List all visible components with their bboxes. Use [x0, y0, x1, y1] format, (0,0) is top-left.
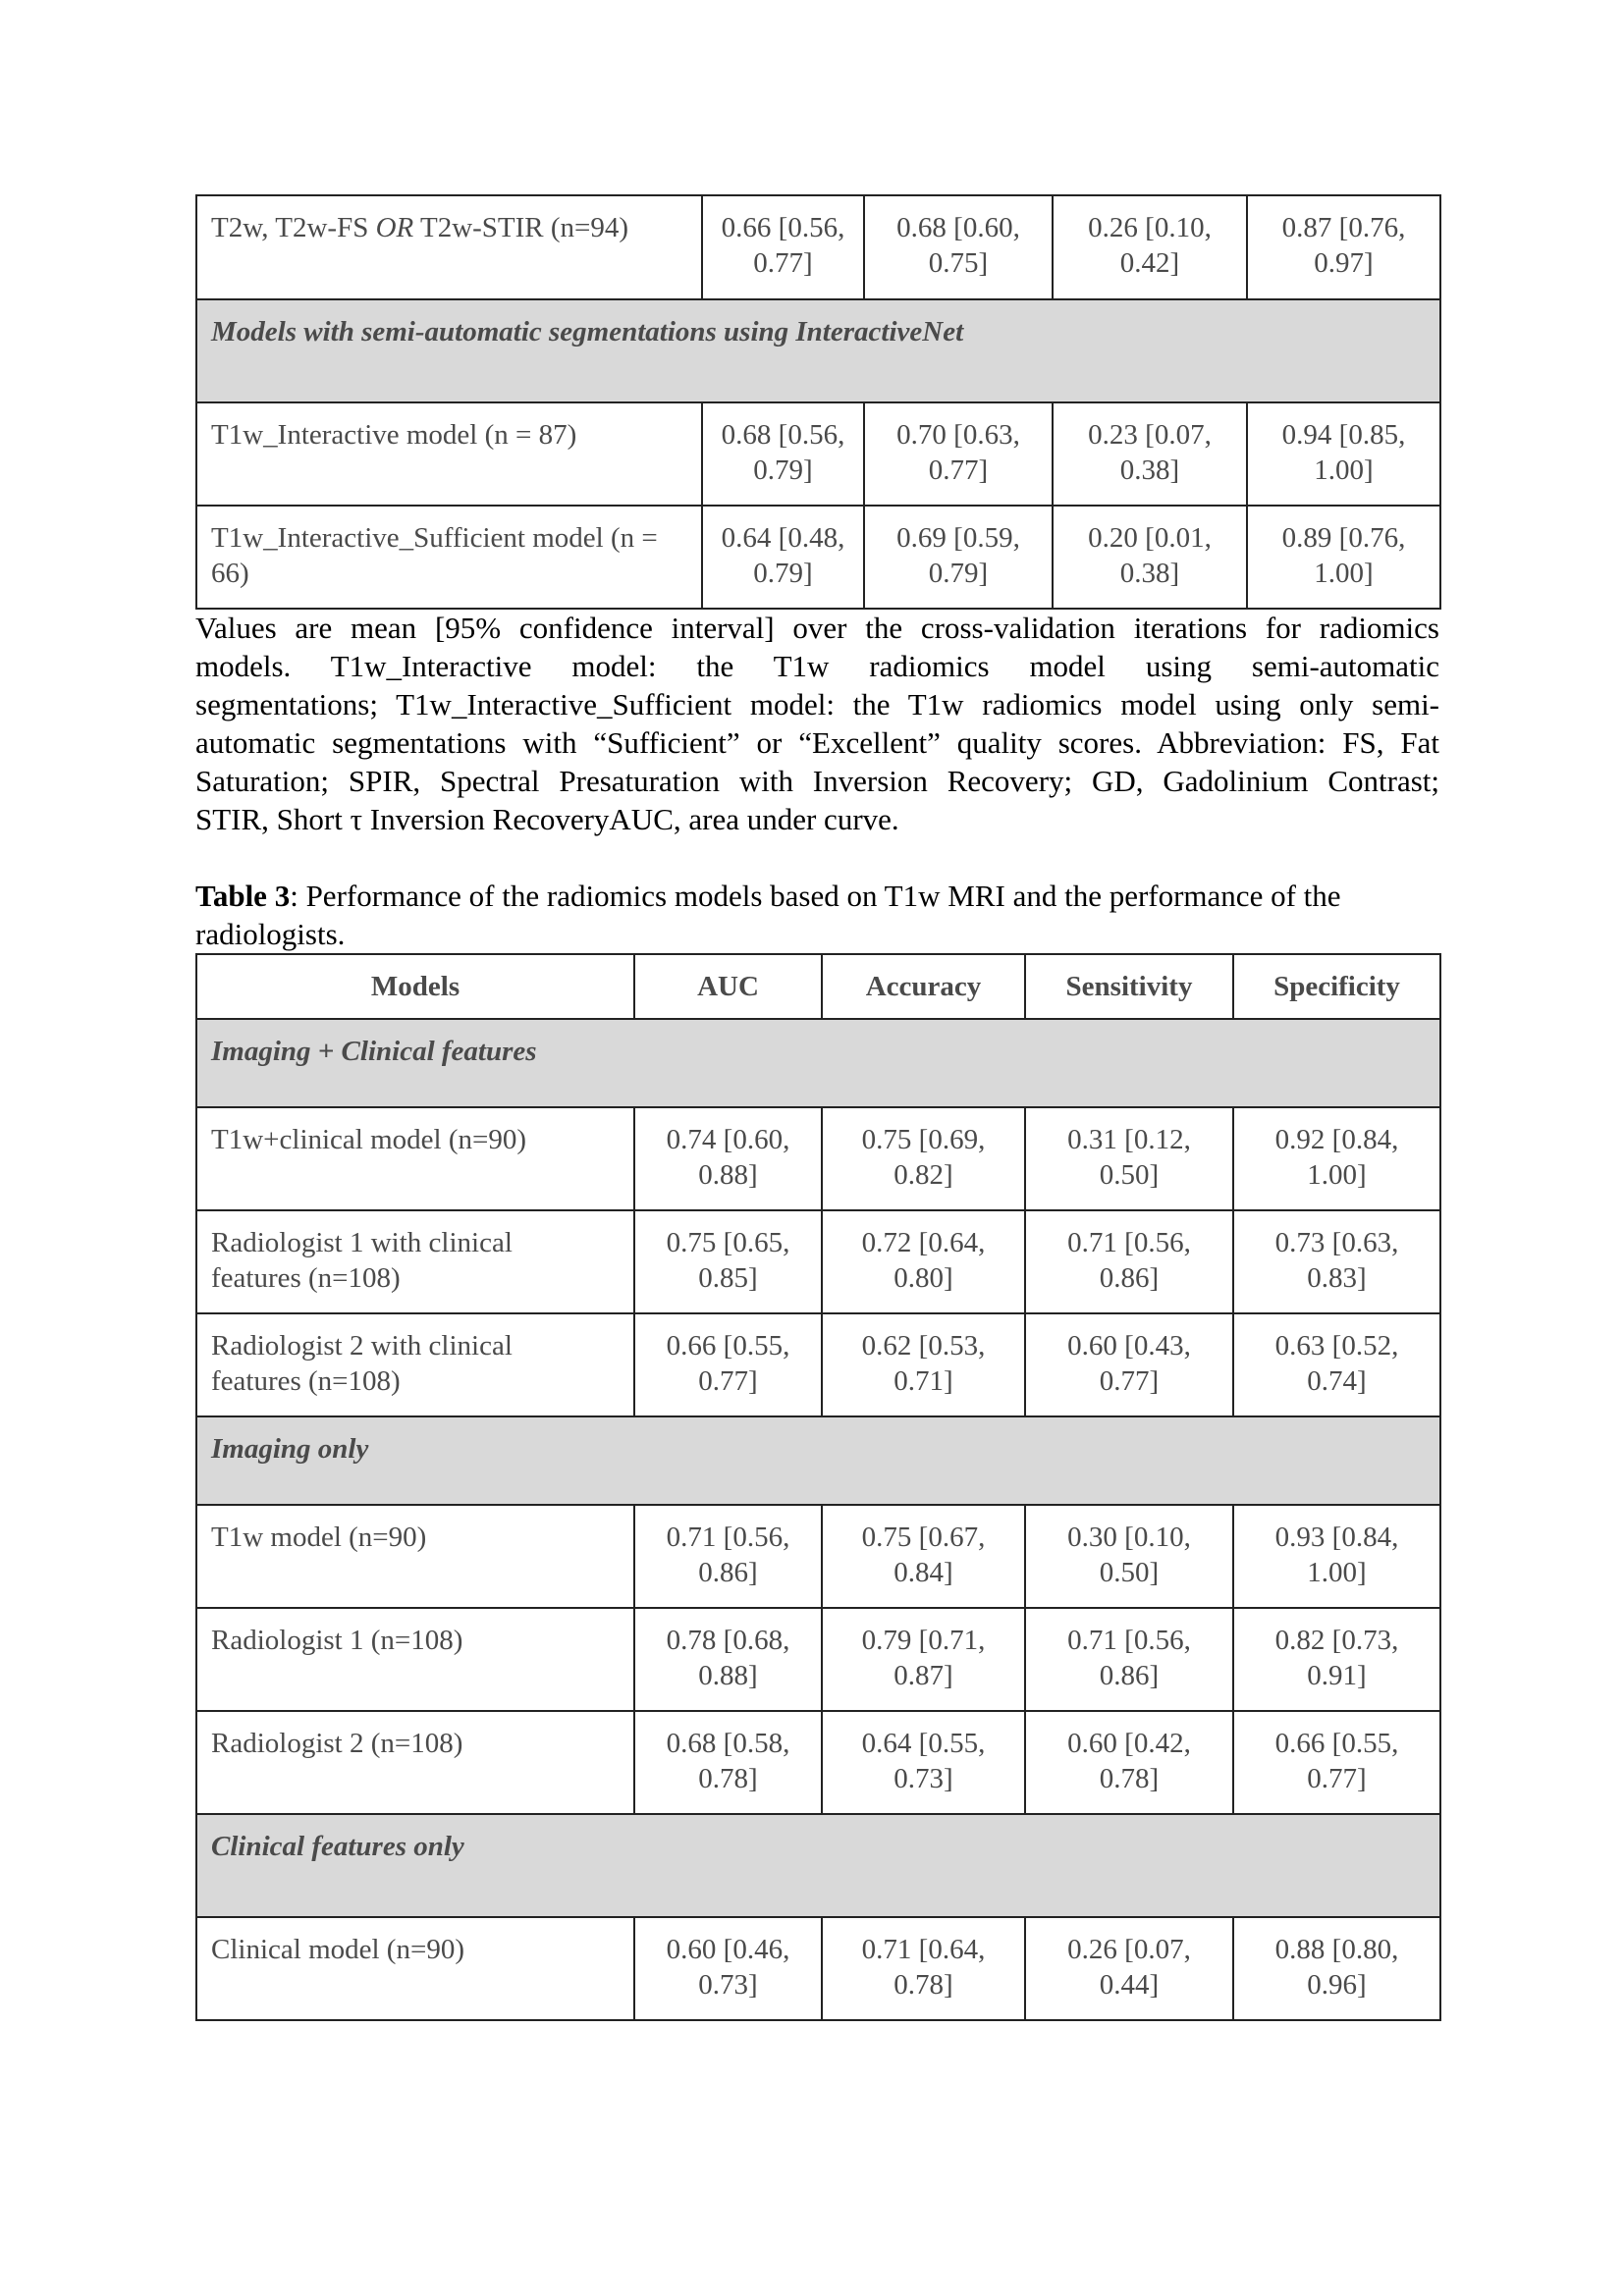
accuracy-cell: 0.68 [0.60, 0.75] [864, 195, 1053, 299]
row-label: T1w_Interactive_Sufficient model (n = 66) [196, 506, 702, 609]
table-row [196, 1107, 1440, 1210]
footnote-line: models. T1w_Interactive model: the T1w radiomics model using semi-automatic [195, 649, 1439, 683]
table-row [196, 1711, 1440, 1814]
table2-footnote [195, 609, 1439, 838]
row-label: Clinical model (n=90) [196, 1917, 634, 2020]
specificity-cell: 0.63 [0.52, 0.74] [1233, 1313, 1440, 1416]
specificity-cell: 0.93 [0.84, 1.00] [1233, 1505, 1440, 1608]
accuracy-cell: 0.72 [0.64, 0.80] [822, 1210, 1025, 1313]
sensitivity-cell: 0.20 [0.01, 0.38] [1053, 506, 1247, 609]
auc-cell: 0.74 [0.60, 0.88] [634, 1107, 822, 1210]
header-models: Models [196, 954, 634, 1019]
table3 [195, 953, 1441, 2021]
specificity-cell: 0.94 [0.85, 1.00] [1247, 402, 1440, 506]
row-label: T1w model (n=90) [196, 1505, 634, 1608]
table-row [196, 1917, 1440, 2020]
section-label: Clinical features only [196, 1814, 1440, 1917]
specificity-cell: 0.87 [0.76, 0.97] [1247, 195, 1440, 299]
specificity-cell: 0.92 [0.84, 1.00] [1233, 1107, 1440, 1210]
accuracy-cell: 0.69 [0.59, 0.79] [864, 506, 1053, 609]
accuracy-cell: 0.71 [0.64, 0.78] [822, 1917, 1025, 2020]
row-label: T1w+clinical model (n=90) [196, 1107, 634, 1210]
table-row [196, 1313, 1440, 1416]
header-accuracy: Accuracy [822, 954, 1025, 1019]
auc-cell: 0.68 [0.58, 0.78] [634, 1711, 822, 1814]
table-row [196, 195, 1440, 299]
table-row [196, 1608, 1440, 1711]
sensitivity-cell: 0.71 [0.56, 0.86] [1025, 1608, 1233, 1711]
sensitivity-cell: 0.60 [0.43, 0.77] [1025, 1313, 1233, 1416]
auc-cell: 0.75 [0.65, 0.85] [634, 1210, 822, 1313]
table-row [196, 402, 1440, 506]
accuracy-cell: 0.75 [0.69, 0.82] [822, 1107, 1025, 1210]
auc-cell: 0.66 [0.56, 0.77] [702, 195, 864, 299]
footnote-line: automatic segmentations with “Sufficient” or “Excellent” quality scores. Abbreviation: FS, Fat [195, 725, 1439, 760]
sensitivity-cell: 0.26 [0.10, 0.42] [1053, 195, 1247, 299]
sensitivity-cell: 0.23 [0.07, 0.38] [1053, 402, 1247, 506]
auc-cell: 0.71 [0.56, 0.86] [634, 1505, 822, 1608]
specificity-cell: 0.73 [0.63, 0.83] [1233, 1210, 1440, 1313]
accuracy-cell: 0.62 [0.53, 0.71] [822, 1313, 1025, 1416]
footnote-line: STIR, Short τ Inversion RecoveryAUC, area under curve. [195, 802, 899, 836]
sensitivity-cell: 0.26 [0.07, 0.44] [1025, 1917, 1233, 2020]
specificity-cell: 0.89 [0.76, 1.00] [1247, 506, 1440, 609]
sensitivity-cell: 0.71 [0.56, 0.86] [1025, 1210, 1233, 1313]
auc-cell: 0.64 [0.48, 0.79] [702, 506, 864, 609]
section-label: Imaging + Clinical features [196, 1019, 1440, 1107]
section-row [196, 1814, 1440, 1917]
table2-continuation [195, 194, 1441, 610]
sensitivity-cell: 0.30 [0.10, 0.50] [1025, 1505, 1233, 1608]
accuracy-cell: 0.75 [0.67, 0.84] [822, 1505, 1025, 1608]
accuracy-cell: 0.64 [0.55, 0.73] [822, 1711, 1025, 1814]
table3-title: Table 3: Performance of the radiomics models based on T1w MRI and the performance of the radiologists. [195, 879, 1341, 951]
table-row [196, 1505, 1440, 1608]
section-row [196, 1019, 1440, 1107]
table-row [196, 1210, 1440, 1313]
footnote-line: segmentations; T1w_Interactive_Sufficient model: the T1w radiomics model using only semi- [195, 687, 1439, 721]
specificity-cell: 0.82 [0.73, 0.91] [1233, 1608, 1440, 1711]
accuracy-cell: 0.70 [0.63, 0.77] [864, 402, 1053, 506]
auc-cell: 0.78 [0.68, 0.88] [634, 1608, 822, 1711]
row-label: Radiologist 1 with clinical features (n=108) [196, 1210, 634, 1313]
row-label: Radiologist 2 with clinical features (n=108) [196, 1313, 634, 1416]
sensitivity-cell: 0.31 [0.12, 0.50] [1025, 1107, 1233, 1210]
header-sensitivity: Sensitivity [1025, 954, 1233, 1019]
header-specificity: Specificity [1233, 954, 1440, 1019]
specificity-cell: 0.66 [0.55, 0.77] [1233, 1711, 1440, 1814]
section-row [196, 1416, 1440, 1505]
auc-cell: 0.66 [0.55, 0.77] [634, 1313, 822, 1416]
header-auc: AUC [634, 954, 822, 1019]
auc-cell: 0.68 [0.56, 0.79] [702, 402, 864, 506]
row-label: T1w_Interactive model (n = 87) [196, 402, 702, 506]
header-row [196, 954, 1440, 1019]
auc-cell: 0.60 [0.46, 0.73] [634, 1917, 822, 2020]
sensitivity-cell: 0.60 [0.42, 0.78] [1025, 1711, 1233, 1814]
specificity-cell: 0.88 [0.80, 0.96] [1233, 1917, 1440, 2020]
footnote-line: Values are mean [95% confidence interval] over the cross-validation iterations for radiomics [195, 611, 1439, 645]
row-label: T2w, T2w-FS OR T2w-STIR (n=94) [196, 195, 702, 299]
table-row [196, 506, 1440, 609]
footnote-line: Saturation; SPIR, Spectral Presaturation with Inversion Recovery; GD, Gadolinium Contrast; [195, 764, 1439, 798]
row-label: Radiologist 2 (n=108) [196, 1711, 634, 1814]
accuracy-cell: 0.79 [0.71, 0.87] [822, 1608, 1025, 1711]
section-label: Imaging only [196, 1416, 1440, 1505]
row-label: Radiologist 1 (n=108) [196, 1608, 634, 1711]
section-label: Models with semi-automatic segmentations using InteractiveNet [196, 299, 1440, 402]
section-row [196, 299, 1440, 402]
